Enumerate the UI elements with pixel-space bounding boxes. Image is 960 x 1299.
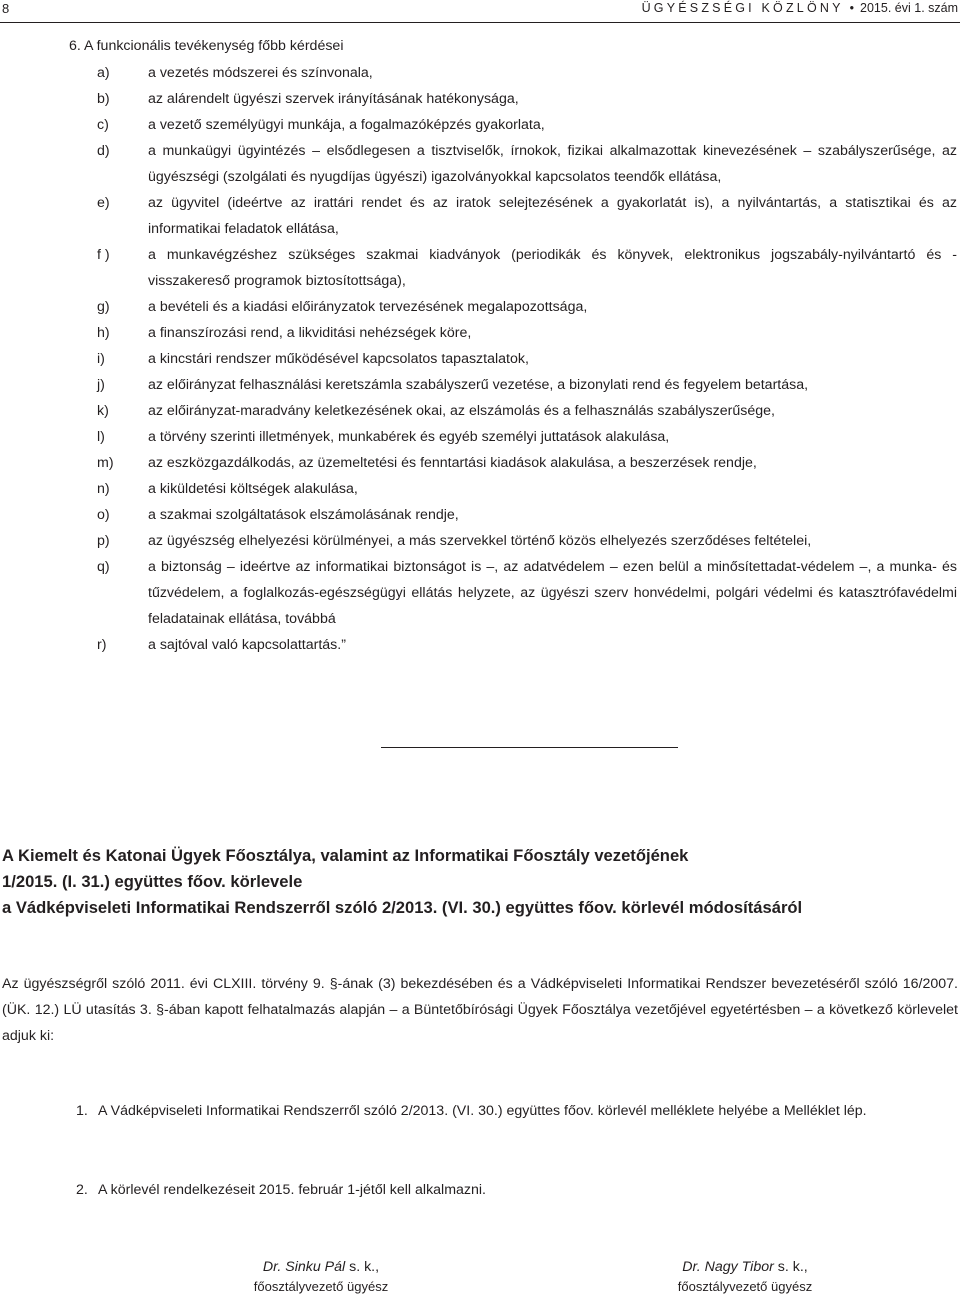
journal-name: ÜGYÉSZSÉGI KÖZLÖNY — [641, 1, 844, 15]
list-item-label: q) — [97, 559, 110, 575]
list-item — [97, 190, 957, 242]
list-item — [97, 554, 957, 632]
circular-title-line: 1/2015. (I. 31.) együttes főov. körlevele — [2, 872, 303, 891]
list-item-label: f ) — [97, 247, 110, 263]
signatory-title: főosztályvezető ügyész — [253, 1279, 389, 1294]
list-item — [97, 632, 957, 658]
circular-title — [2, 843, 952, 921]
list-item-label: k) — [97, 403, 109, 419]
list-item — [97, 476, 957, 502]
list-item-label: d) — [97, 143, 110, 159]
numbered-point — [76, 1098, 958, 1124]
list-item-text: a munkaügyi ügyintézés – elsődlegesen a tisztviselők, írnokok, fizikai alkalmazottak kinevezésének – szabályszerűsége, az ügyészségi (szolgálati és nyugdíjas ügyészi) igazolványokkal kapcsolatos teendők ellátása, — [148, 143, 957, 185]
list-item-text: az alárendelt ügyészi szervek irányításának hatékonysága, — [148, 91, 519, 107]
topic-list — [97, 60, 957, 658]
circular-title-line: a Vádképviseleti Informatikai Rendszerről szóló 2/2013. (VI. 30.) együttes főov. körlevél módosításáról — [2, 898, 803, 917]
list-item-label: l) — [97, 429, 105, 445]
numbered-point — [76, 1177, 958, 1203]
running-header — [642, 1, 958, 15]
circular-title-line: A Kiemelt és Katonai Ügyek Főosztálya, valamint az Informatikai Főosztály vezetőjének — [2, 846, 689, 865]
list-item-label: e) — [97, 195, 110, 211]
separator-rule — [381, 747, 678, 748]
list-item — [97, 424, 957, 450]
list-item-label: o) — [97, 507, 110, 523]
page-number: 8 — [2, 1, 10, 16]
list-item-label: m) — [97, 455, 114, 471]
list-item — [97, 294, 957, 320]
list-item — [97, 450, 957, 476]
list-item-label: b) — [97, 91, 110, 107]
signature-block — [226, 1257, 416, 1297]
header-rule — [0, 22, 960, 23]
signatory-title: főosztályvezető ügyész — [677, 1279, 813, 1294]
list-item-text: az ügyvitel (ideértve az irattári rendet és az iratok selejtezésének a gyakorlatát is), a nyilvántartás, a statisztikai és az informatikai feladatok ellátása, — [148, 195, 957, 237]
list-item-text: a kiküldetési költségek alakulása, — [148, 481, 358, 497]
list-item-label: j) — [97, 377, 105, 393]
list-item-label: i) — [97, 351, 105, 367]
list-item-text: a finanszírozási rend, a likviditási nehézségek köre, — [148, 325, 472, 341]
point-text: A körlevél rendelkezéseit 2015. február 1-jétől kell alkalmazni. — [98, 1182, 486, 1198]
list-item-label: a) — [97, 65, 110, 81]
list-item-text: a bevételi és a kiadási előirányzatok tervezésének megalapozottsága, — [148, 299, 588, 315]
list-item-text: a biztonság – ideértve az informatikai biztonságot is –, az adatvédelem – ezen belül a minősítettadat-védelem –, a munka- és tűzvédelem, a foglalkozás-egészségügyi ellátás helyzete, az ügyészi szerv honvédelmi, polgári védelmi és katasztrófavédelmi feladatainak ellátása, továbbá — [148, 559, 957, 627]
list-item-text: a munkavégzéshez szükséges szakmai kiadványok (periodikák és könyvek, elektronikus jogszabály-nyilvántartó és -visszakereső programok biztosítottsága), — [148, 247, 957, 289]
list-item-label: g) — [97, 299, 110, 315]
intro-paragraph: Az ügyészségről szóló 2011. évi CLXIII. törvény 9. §-ának (3) bekezdésében és a Vádképviseleti Informatikai Rendszer bevezetéséről szóló 16/2007. (ÜK. 12.) LÜ utasítás 3. §-ában kapott felhatalmazás alapján – a Büntetőbírósági Ügyek Főosztálya vezetőjével egyetértésben – a következő körlevelet adjuk ki: — [2, 976, 958, 1044]
list-item-label: h) — [97, 325, 110, 341]
list-item — [97, 320, 957, 346]
list-item-label: c) — [97, 117, 109, 133]
list-item — [97, 398, 957, 424]
point-number: 2. — [76, 1182, 88, 1198]
list-item-text: a vezetés módszerei és színvonala, — [148, 65, 373, 81]
list-item — [97, 86, 957, 112]
list-item-text: a vezető személyügyi munkája, a fogalmazóképzés gyakorlata, — [148, 117, 545, 133]
list-item-text: az eszközgazdálkodás, az üzemeltetési és fenntartási kiadások alakulása, a beszerzések rendje, — [148, 455, 757, 471]
list-item-text: a törvény szerinti illetmények, munkabérek és egyéb személyi juttatások alakulása, — [148, 429, 670, 445]
list-item-text: a sajtóval való kapcsolattartás.” — [148, 637, 346, 653]
list-item — [97, 372, 957, 398]
signature-block — [650, 1257, 840, 1297]
list-item-text: az ügyészség elhelyezési körülményei, a más szervekkel történő közös elhelyezés szerződéses feltételei, — [148, 533, 812, 549]
list-item-text: a kincstári rendszer működésével kapcsolatos tapasztalatok, — [148, 351, 529, 367]
list-item — [97, 242, 957, 294]
list-item — [97, 346, 957, 372]
list-item-label: p) — [97, 533, 110, 549]
signatory-suffix: s. k., — [773, 1259, 808, 1275]
list-item-text: a szakmai szolgáltatások elszámolásának rendje, — [148, 507, 459, 523]
signatory-name: Dr. Nagy Tibor — [682, 1259, 774, 1275]
signatory-suffix: s. k., — [345, 1259, 380, 1275]
section-heading: 6. A funkcionális tevékenység főbb kérdései — [69, 38, 344, 54]
list-item-label: r) — [97, 637, 107, 653]
list-item — [97, 60, 957, 86]
list-item — [97, 528, 957, 554]
list-item — [97, 112, 957, 138]
list-item — [97, 138, 957, 190]
point-number: 1. — [76, 1103, 88, 1119]
list-item-label: n) — [97, 481, 110, 497]
list-item-text: az előirányzat-maradvány keletkezésének okai, az elszámolás és a felhasználás szabályszerűsége, — [148, 403, 775, 419]
point-text: A Vádképviseleti Informatikai Rendszerről szóló 2/2013. (VI. 30.) együttes főov. körlevél melléklete helyébe a Melléklet lép. — [98, 1103, 867, 1119]
list-item-text: az előirányzat felhasználási keretszámla szabályszerű vezetése, a bizonylati rend és fegyelem betartása, — [148, 377, 809, 393]
issue-label: 2015. évi 1. szám — [860, 1, 958, 15]
list-item — [97, 502, 957, 528]
header-bullet: • — [849, 1, 855, 15]
signatory-name: Dr. Sinku Pál — [262, 1259, 346, 1275]
